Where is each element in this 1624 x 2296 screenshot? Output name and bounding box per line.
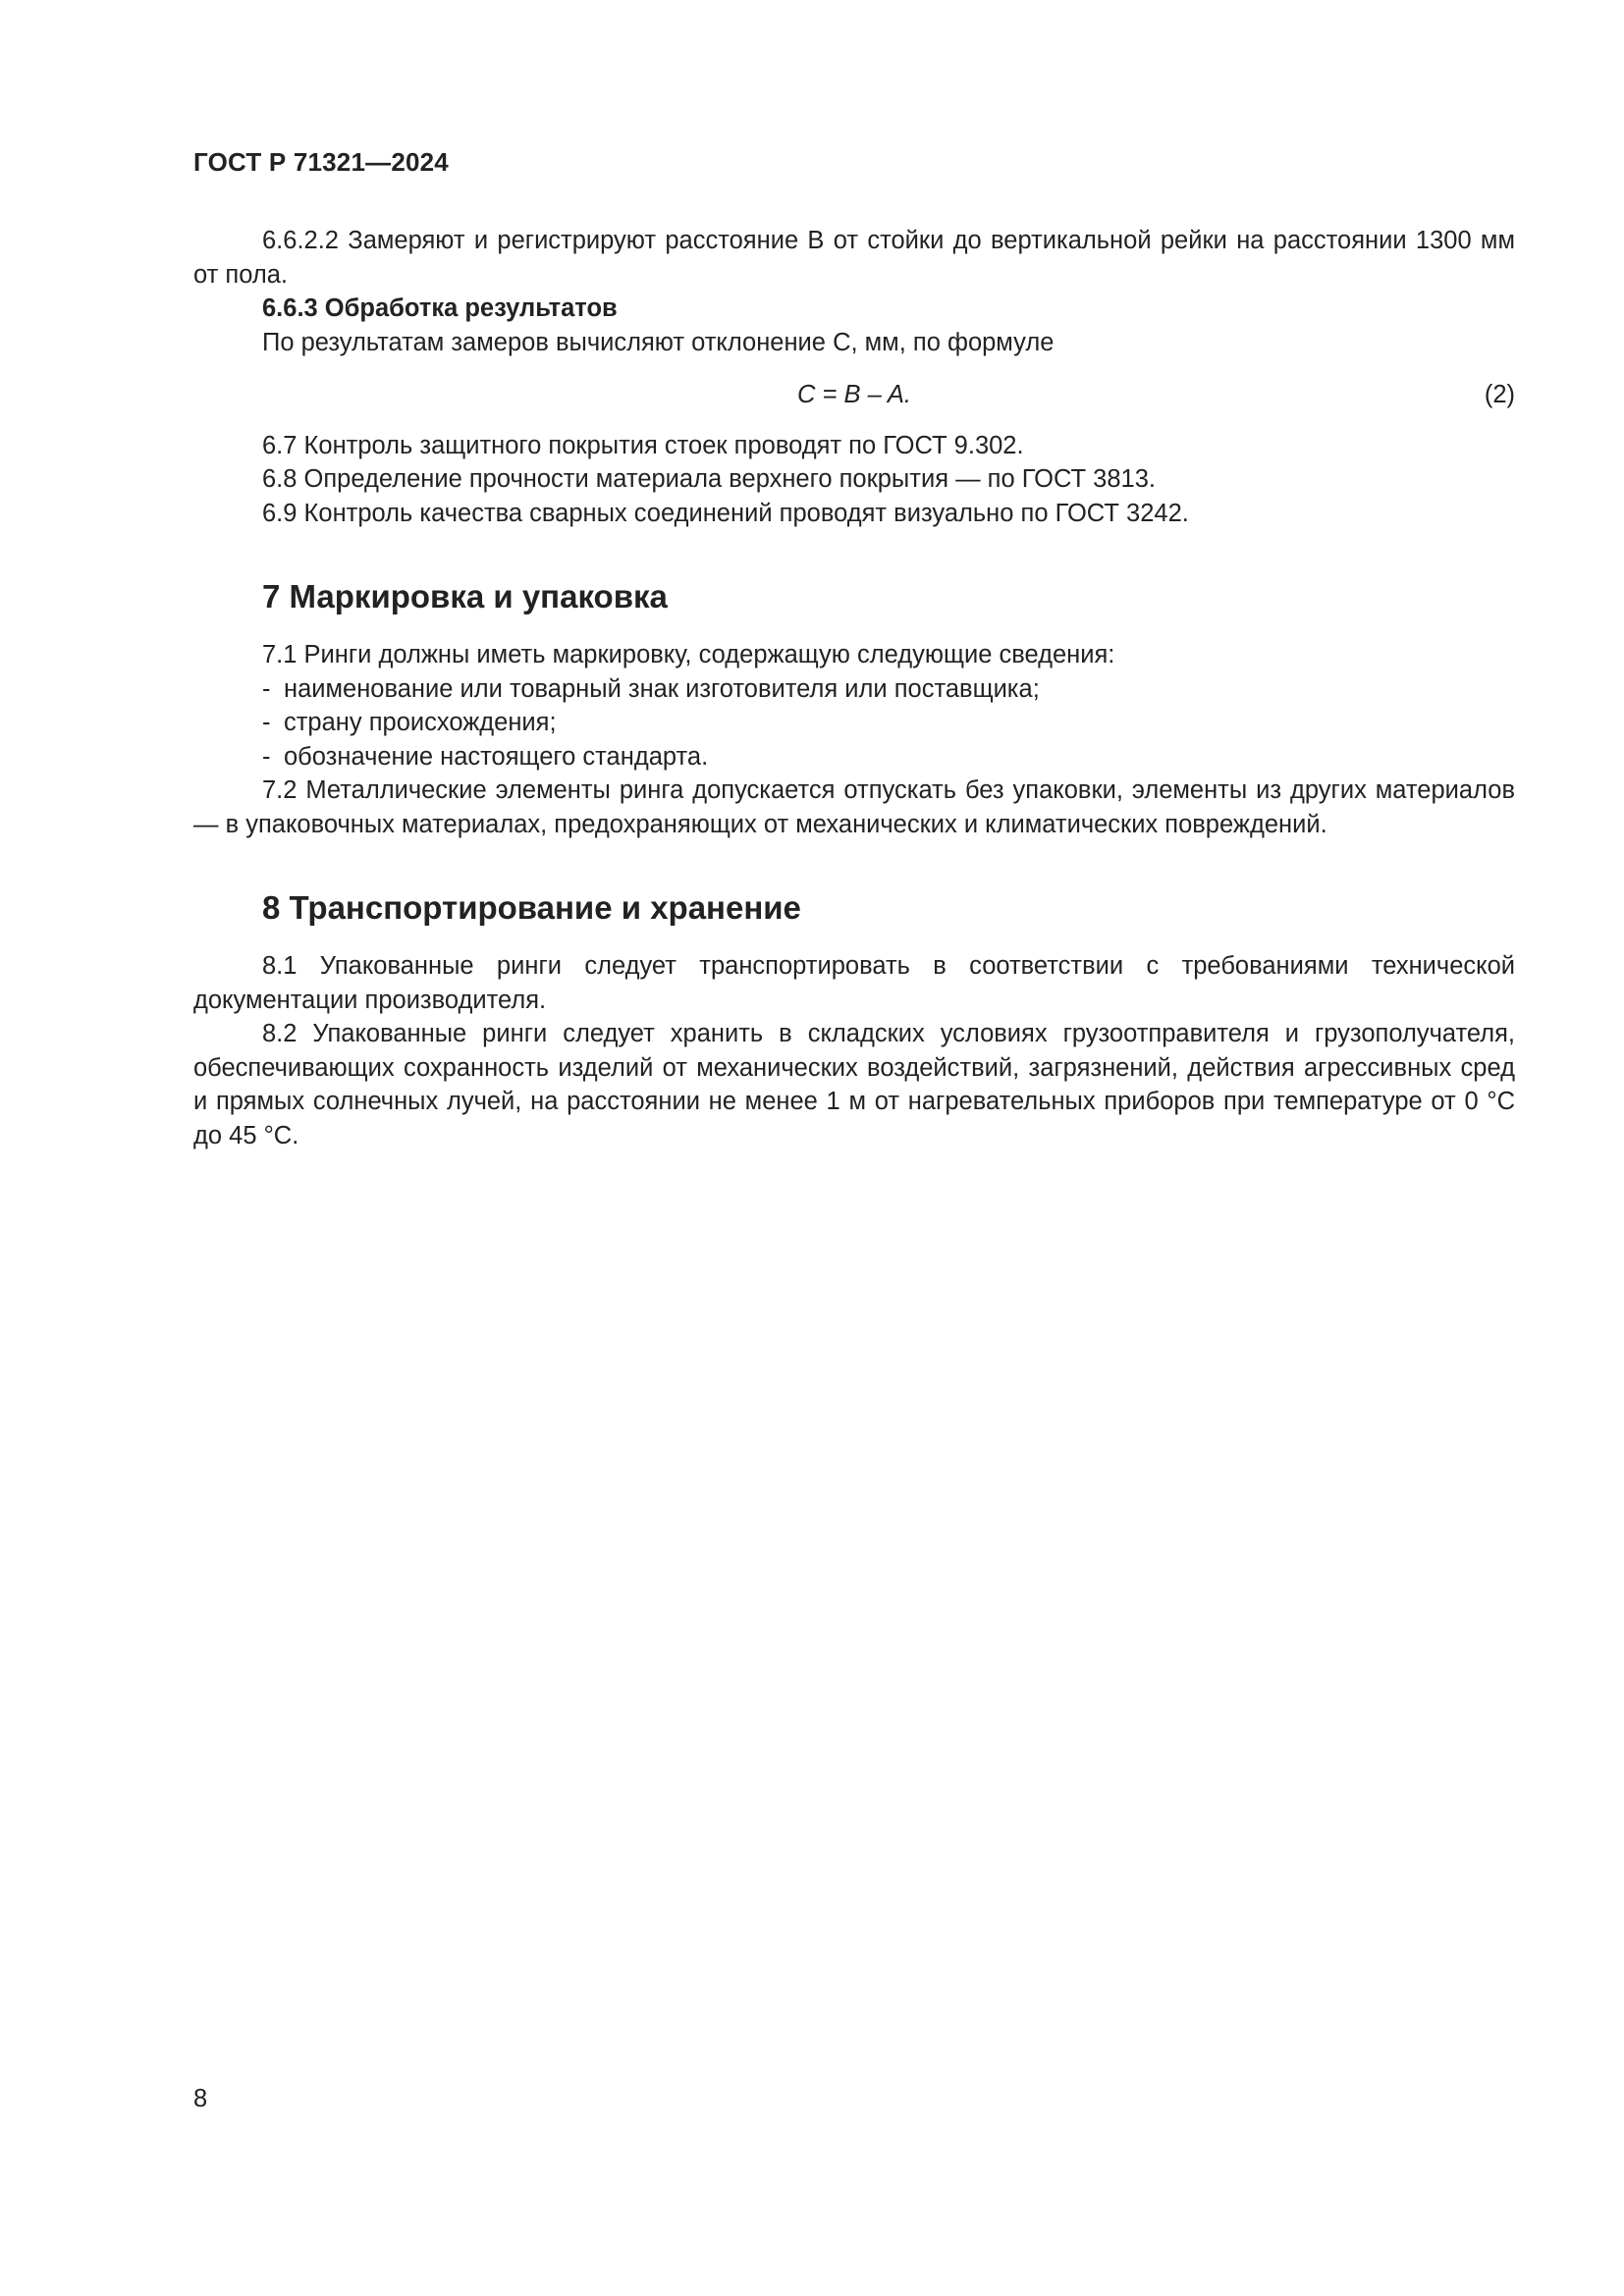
- paragraph-7-1: 7.1 Ринги должны иметь маркировку, содержащую следующие сведения:: [262, 641, 1115, 668]
- document-header: ГОСТ Р 71321—2024: [193, 147, 449, 177]
- subheading-6-6-3: 6.6.3 Обработка результатов: [262, 294, 618, 322]
- paragraph-6-6-2-2: 6.6.2.2 Замеряют и регистрируют расстояние В от стойки до вертикальной рейки на расстоянии 1300 мм от пола.: [193, 227, 1515, 289]
- list-item-text: обозначение настоящего стандарта.: [284, 742, 709, 771]
- list-item-text: страну происхождения;: [284, 709, 557, 736]
- paragraph-6-9: 6.9 Контроль качества сварных соединений проводят визуально по ГОСТ 3242.: [262, 499, 1189, 527]
- section-7-title: 7 Маркировка и упаковка: [262, 578, 668, 614]
- list-dash: -: [262, 674, 271, 703]
- paragraph-8-1: 8.1 Упакованные ринги следует транспортировать в соответствии с требованиями технической документации производителя.: [193, 952, 1515, 1014]
- paragraph-7-2: 7.2 Металлические элементы ринга допускается отпускать без упаковки, элементы из других материалов — в упаковочных материалах, предохраняющих от механических и климатических повреждений.: [193, 776, 1515, 838]
- section-8-title: 8 Транспортирование и хранение: [262, 889, 801, 926]
- paragraph-8-2: 8.2 Упакованные ринги следует хранить в складских условиях грузоотправителя и грузополучателя, обеспечивающих сохранность изделий от механических воздействий, загрязнений, действия агрессивных сред и прямых солнечных лучей, на расстоянии не менее 1 м от нагревательных приборов при температуре от 0 °С до 45 °С.: [193, 1020, 1515, 1149]
- formula-2: [193, 378, 1515, 412]
- list-dash: -: [262, 742, 271, 771]
- list-item: [193, 672, 1515, 707]
- paragraph-6-8: 6.8 Определение прочности материала верхнего покрытия — по ГОСТ 3813.: [262, 465, 1156, 493]
- paragraph-6-6-3: По результатам замеров вычисляют отклонение С, мм, по формуле: [262, 328, 1055, 356]
- formula-number: (2): [1484, 381, 1515, 408]
- page-number: 8: [193, 2085, 208, 2112]
- list-dash: -: [262, 709, 271, 736]
- list-item-text: наименование или товарный знак изготовителя или поставщика;: [284, 674, 1040, 703]
- list-item: [193, 740, 1515, 774]
- list-item: [193, 706, 1515, 740]
- formula-expression: C = B – A.: [797, 381, 911, 408]
- document-body: [193, 224, 1515, 1152]
- paragraph-6-7: 6.7 Контроль защитного покрытия стоек проводят по ГОСТ 9.302.: [262, 431, 1024, 459]
